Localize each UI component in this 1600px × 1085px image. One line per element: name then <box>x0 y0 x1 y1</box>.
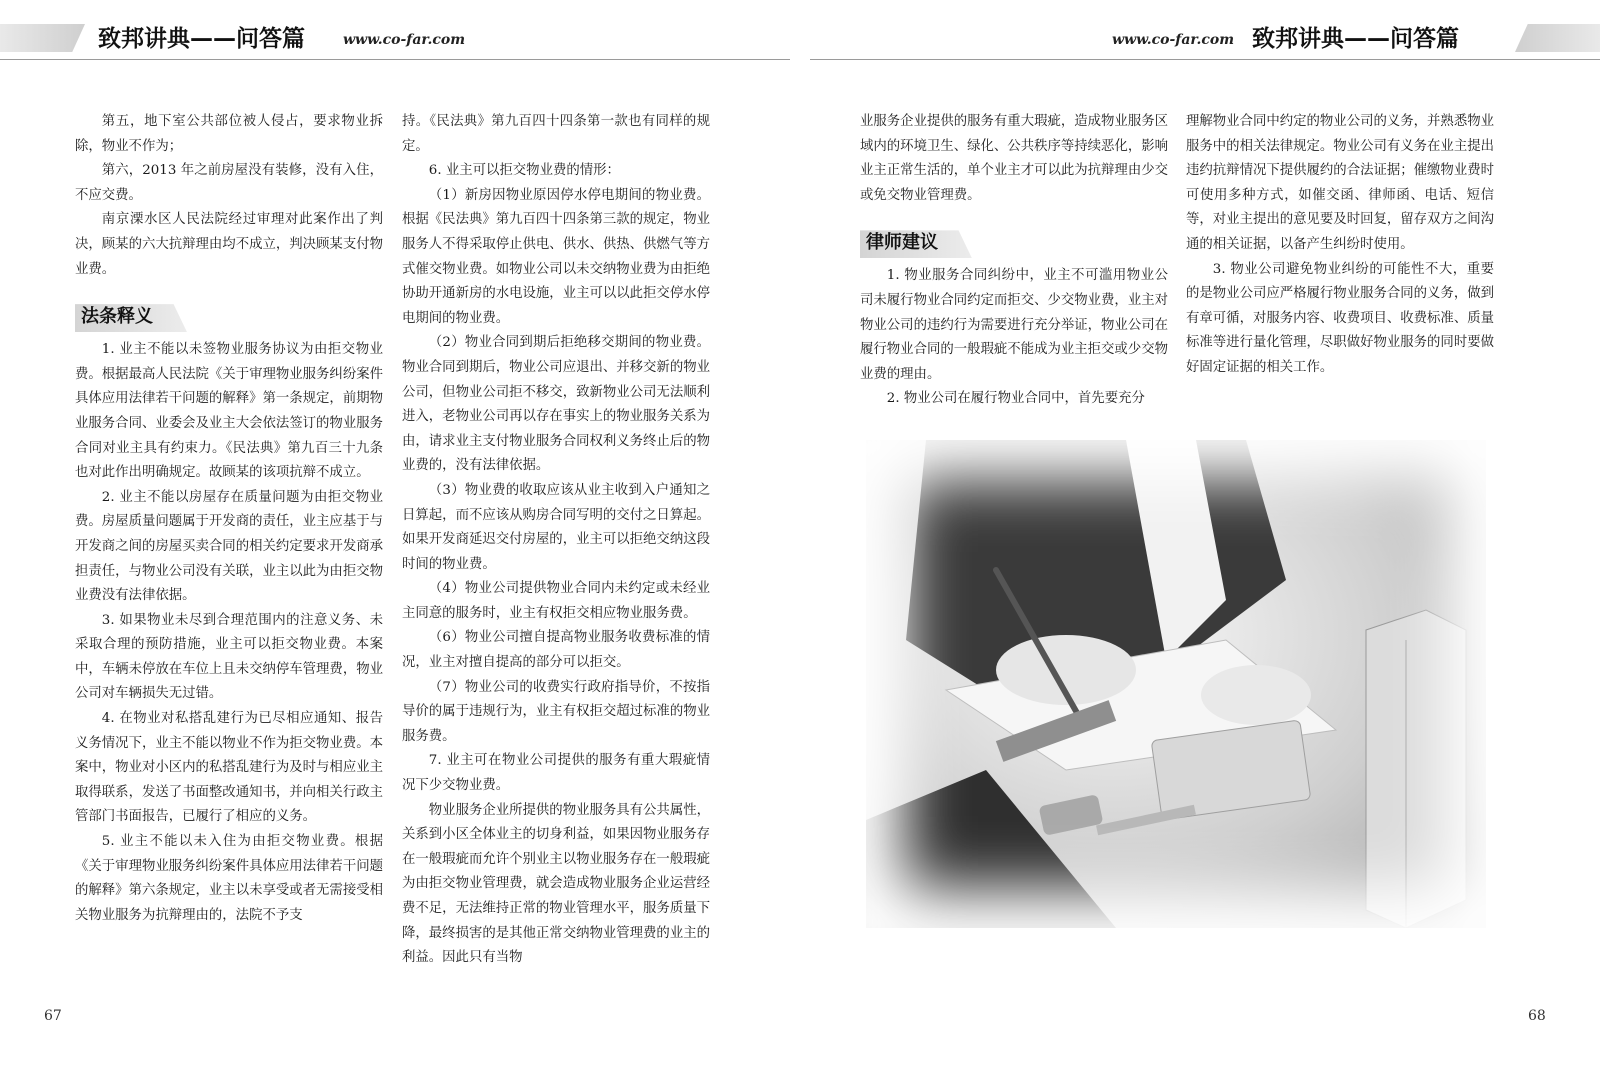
paragraph: 第五，地下室公共部位被人侵占，要求物业拆除，物业不作为； <box>75 114 383 154</box>
header-title: 致邦讲典——问答篇 <box>98 26 305 52</box>
column-1 <box>75 110 383 928</box>
page-number-right: 68 <box>1528 1008 1546 1024</box>
header-url[interactable]: www.co-far.com <box>343 32 466 48</box>
paragraph: 1. 业主不能以未签物业服务协议为由拒交物业费。根据最高人民法院《关于审理物业服务纠纷案件具体应用法律若干问题的解释》第一条规定，前期物业服务合同、业委会及业主大会依法签订的物业服务合同对业主具有约束力。《民法典》第九百三十九条也对此作出明确规定。故顾某的该项抗辩不成立。 <box>75 342 383 481</box>
key-blade <box>1096 805 1196 836</box>
office-scene-graphic <box>866 440 1486 928</box>
header-decor-bar <box>1515 24 1600 52</box>
column-4 <box>1186 110 1494 381</box>
header-url[interactable]: www.co-far.com <box>1112 32 1235 48</box>
paragraph: 3. 如果物业未尽到合理范围内的注意义务、未采取合理的预防措施，业主可以拒交物业费。本案中，车辆未停放在车位上且未交纳停车管理费，物业公司对车辆损失无过错。 <box>75 612 383 702</box>
header-rule <box>0 59 790 60</box>
paragraph: 4. 在物业对私搭乱建行为已尽相应通知、报告义务情况下，业主不能以物业不作为拒交物业费。本案中，物业对小区内的私搭乱建行为及时与相应业主取得联系，发送了书面整改通知书，并向相关行政主管部门书面报告，已履行了相应的义务。 <box>75 711 383 825</box>
section-heading <box>75 304 383 332</box>
header-title: 致邦讲典——问答篇 <box>1252 26 1459 52</box>
paragraph: 3. 物业公司避免物业纠纷的可能性不大，重要的是物业公司应严格履行物业服务合同的义务，做到有章可循，对服务内容、收费项目、收费标准、质量标准等进行量化管理，尽职做好物业服务的同时要做好固定证据的相关工作。 <box>1186 261 1494 375</box>
building-model <box>1366 610 1466 928</box>
paragraph: 7. 业主可在物业公司提供的服务有重大瑕疵情况下少交物业费。 <box>402 753 710 794</box>
hand-right <box>1201 665 1311 725</box>
paragraph: （1）新房因物业原因停水停电期间的物业费。根据《民法典》第九百四十四条第三款的规定，物业服务人不得采取停止供电、供水、供热、供燃气等方式催交物业费。如物业公司以未交纳物业费为由拒绝协助开通新房的水电设施，业主可以以此拒交停水停电期间的物业费。 <box>402 187 710 326</box>
header-decor-bar <box>0 24 85 52</box>
paragraph: 业服务企业提供的服务有重大瑕疵，造成物业服务区域内的环境卫生、绿化、公共秩序等持续恶化，影响业主正常生活的，单个业主才可以此为抗辩理由少交或免交物业管理费。 <box>860 114 1168 203</box>
header-rule <box>810 59 1600 60</box>
paragraph: 理解物业合同中约定的物业公司的义务，并熟悉物业服务中的相关法律规定。物业公司有义务在业主提出违约抗辩情况下提供履约的合法证据；催缴物业费时可使用多种方式，如催交函、律师函、电话、短信等，对业主提出的意见要及时回复，留存双方之间沟通的相关证据，以备产生纠纷时使用。 <box>1186 114 1494 252</box>
section-heading-text: 律师建议 <box>866 232 938 254</box>
paragraph: 1. 物业服务合同纠纷中，业主不可滥用物业公司未履行物业合同约定而拒交、少交物业费，业主对物业公司的违约行为需要进行充分举证，物业公司在履行物业合同的一般瑕疵不能成为业主拒交或少交物业费的理由。 <box>860 268 1168 382</box>
column-3 <box>860 110 1168 412</box>
paragraph: （4）物业公司提供物业合同内未约定或未经业主同意的服务时，业主有权拒交相应物业服务费。 <box>402 581 710 621</box>
paragraph: 南京溧水区人民法院经过审理对此案作出了判决，顾某的六大抗辩理由均不成立，判决顾某支付物业费。 <box>75 212 383 277</box>
right-page-header <box>1112 18 1600 62</box>
paragraph: （7）物业公司的收费实行政府指导价，不按指导价的属于违规行为，业主有权拒交超过标准的物业服务费。 <box>402 679 710 744</box>
paragraph: （6）物业公司擅自提高物业服务收费标准的情况，业主对擅自提高的部分可以拒交。 <box>402 630 710 671</box>
paragraph: 第六，2013 年之前房屋没有装修，没有入住，不应交费。 <box>75 163 383 203</box>
paragraph: （2）物业合同到期后拒绝移交期间的物业费。物业合同到期后，物业公司应退出、并移交新的物业公司，但物业公司拒不移交，致新物业公司无法顺利进入，老物业公司再以存在事实上的物业服务关系为由，请求业主支付物业服务合同权利义务终止后的物业费的，没有法律依据。 <box>402 335 710 474</box>
page-number-left: 67 <box>44 1008 62 1024</box>
key-head <box>1039 794 1104 836</box>
paragraph: 5. 业主不能以未入住为由拒交物业费。根据《关于审理物业服务纠纷案件具体应用法律若干问题的解释》第六条规定，业主以未享受或者无需接受相关物业服务为抗辩理由的，法院不予支 <box>75 834 383 923</box>
paragraph: 6. 业主可以拒交物业费的情形： <box>428 163 620 179</box>
paragraph: （3）物业费的收取应该从业主收到入户通知之日算起，而不应该从购房合同写明的交付之日算起。如果开发商延迟交付房屋的，业主可以拒绝交纳这段时间的物业费。 <box>402 482 710 572</box>
paragraph: 持。《民法典》第九百四十四条第一款也有同样的规定。 <box>402 114 710 154</box>
section-heading <box>860 230 1168 258</box>
paragraph: 2. 物业公司在履行物业合同中，首先要充分 <box>886 391 1145 407</box>
left-page-header <box>0 18 470 62</box>
section-heading-text: 法条释义 <box>81 306 153 328</box>
desk-surface <box>866 770 1116 928</box>
column-2 <box>402 110 710 971</box>
paragraph: 2. 业主不能以房屋存在质量问题为由拒交物业费。房屋质量问题属于开发商的责任，业主应基于与开发商之间的房屋买卖合同的相关约定要求开发商承担责任，与物业公司没有关联，业主以此为由拒交物业费没有法律依据。 <box>75 489 383 604</box>
paragraph: 物业服务企业所提供的物业服务具有公共属性，关系到小区全体业主的切身利益，如果因物业服务存在一般瑕疵而允许个别业主以物业服务存在一般瑕疵为由拒交物业管理费，就会造成物业服务企业运营经费不足，无法维持正常的物业管理水平，服务质量下降，最终损害的是其他正常交纳物业管理费的业主的利益。因此只有当物 <box>402 802 710 966</box>
illustration-photo <box>866 440 1486 928</box>
